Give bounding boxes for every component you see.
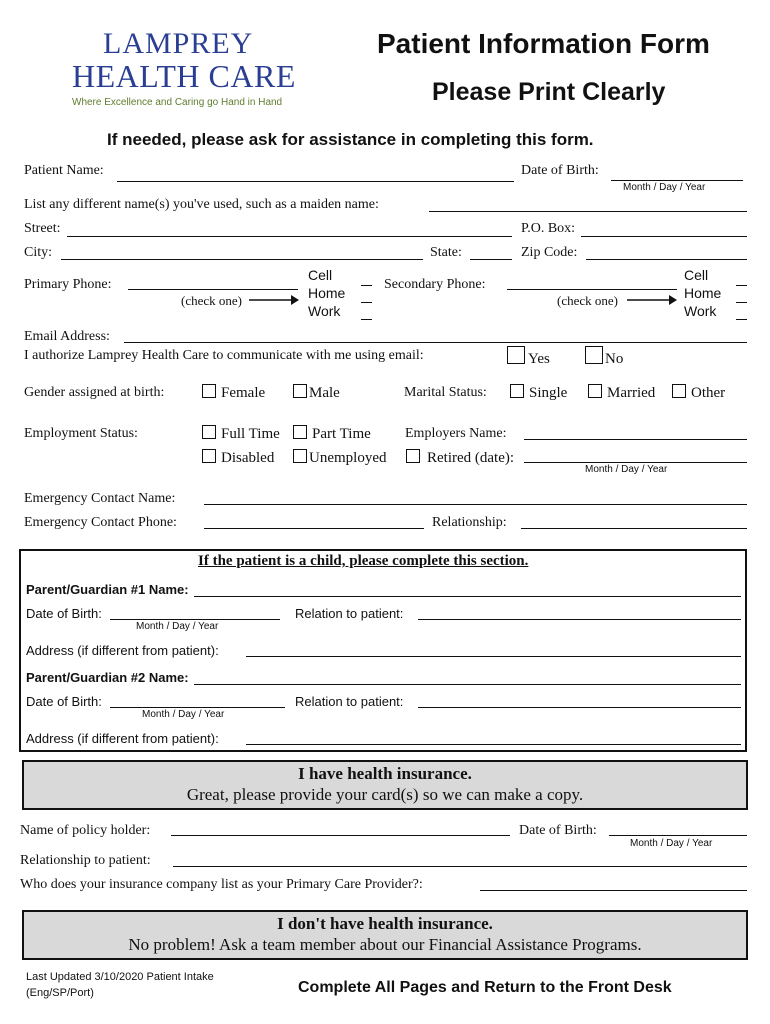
secondary-cell-check[interactable] <box>736 285 747 286</box>
employment-unemployed-label: Unemployed <box>309 450 387 466</box>
employment-parttime-label: Part Time <box>312 426 371 442</box>
street-field[interactable] <box>67 236 512 237</box>
insurance-banner-title: I have health insurance. <box>298 764 472 783</box>
marital-married-checkbox[interactable] <box>588 384 655 402</box>
employment-disabled-checkbox[interactable] <box>202 449 274 467</box>
email-no-checkbox[interactable] <box>585 346 623 368</box>
emergency-name-label: Emergency Contact Name: <box>24 491 176 506</box>
guardian1-address-label: Address (if different from patient): <box>26 643 219 658</box>
state-field[interactable] <box>470 259 512 260</box>
primary-home-check[interactable] <box>361 302 372 303</box>
gender-male-label: Male <box>309 385 340 401</box>
pobox-label: P.O. Box: <box>521 221 576 236</box>
guardian1-dob-field[interactable] <box>110 619 280 620</box>
insurance-dob-hint: Month / Day / Year <box>630 838 713 849</box>
no-insurance-title: I don't have health insurance. <box>277 914 493 933</box>
gender-male-checkbox[interactable] <box>293 384 340 402</box>
secondary-check-one: (check one) <box>557 293 618 308</box>
email-auth-text: I authorize Lamprey Health Care to communicate with me using email: <box>24 348 424 363</box>
no-insurance-subtitle: No problem! Ask a team member about our Financial Assistance Programs. <box>128 935 642 954</box>
insurance-dob-label: Date of Birth: <box>519 823 597 838</box>
secondary-phone-field[interactable] <box>507 289 677 290</box>
dob-hint: Month / Day / Year <box>623 182 706 193</box>
retired-hint: Month / Day / Year <box>585 464 668 475</box>
primary-type-cell: Cell <box>308 267 333 283</box>
child-section-title: If the patient is a child, please complete this section. <box>198 553 529 569</box>
relationship-field[interactable] <box>521 528 747 529</box>
employment-parttime-checkbox[interactable] <box>293 425 371 443</box>
primary-type-work: Work <box>308 303 341 319</box>
primary-cell-check[interactable] <box>361 285 372 286</box>
insurance-relationship-label: Relationship to patient: <box>20 853 151 868</box>
guardian2-dob-hint: Month / Day / Year <box>142 709 225 720</box>
primary-phone-label: Primary Phone: <box>24 277 112 292</box>
employment-retired-checkbox[interactable] <box>406 449 514 467</box>
guardian2-dob-field[interactable] <box>110 707 285 708</box>
dob-label: Date of Birth: <box>521 163 599 178</box>
emergency-phone-label: Emergency Contact Phone: <box>24 515 177 530</box>
footer-instruction: Complete All Pages and Return to the Front Desk <box>298 979 672 996</box>
marital-single-checkbox[interactable] <box>510 384 567 402</box>
marital-married-label: Married <box>607 385 656 401</box>
guardian1-name-field[interactable] <box>194 596 741 597</box>
primary-phone-field[interactable] <box>128 289 298 290</box>
guardian1-name-label: Parent/Guardian #1 Name: <box>26 582 189 597</box>
email-label: Email Address: <box>24 329 110 344</box>
secondary-type-work: Work <box>684 303 717 319</box>
assist-note: If needed, please ask for assistance in completing this form. <box>107 130 594 149</box>
insurance-banner-subtitle: Great, please provide your card(s) so we can make a copy. <box>186 785 584 804</box>
pcp-label: Who does your insurance company list as your Primary Care Provider?: <box>20 877 423 892</box>
gender-female-label: Female <box>221 385 266 401</box>
email-yes-label: Yes <box>528 351 550 367</box>
guardian2-address-label: Address (if different from patient): <box>26 731 219 746</box>
guardian2-name-label: Parent/Guardian #2 Name: <box>26 670 189 685</box>
email-field[interactable] <box>124 342 747 343</box>
gender-label: Gender assigned at birth: <box>24 385 165 400</box>
zip-field[interactable] <box>586 259 747 260</box>
primary-check-one: (check one) <box>181 293 242 308</box>
employer-label: Employers Name: <box>405 426 507 441</box>
city-label: City: <box>24 245 53 260</box>
guardian1-relation-field[interactable] <box>418 619 741 620</box>
guardian1-dob-hint: Month / Day / Year <box>136 621 219 632</box>
last-updated-line1: Last Updated 3/10/2020 Patient Intake <box>26 971 214 983</box>
employment-retired-label: Retired (date): <box>427 450 515 466</box>
logo-line2: HEALTH CARE <box>72 58 296 94</box>
last-updated-line2: (Eng/SP/Port) <box>26 987 94 999</box>
guardian2-dob-label: Date of Birth: <box>26 694 102 709</box>
logo-tagline: Where Excellence and Caring go Hand in Hand <box>72 97 283 108</box>
guardian1-relation-label: Relation to patient: <box>295 606 404 621</box>
guardian2-relation-label: Relation to patient: <box>295 694 404 709</box>
patient-name-label: Patient Name: <box>24 163 104 178</box>
state-label: State: <box>430 245 462 260</box>
primary-type-home: Home <box>308 285 346 301</box>
policy-holder-field[interactable] <box>171 835 510 836</box>
arrow-right-icon <box>627 294 677 306</box>
zip-label: Zip Code: <box>521 245 578 260</box>
employment-unemployed-checkbox[interactable] <box>293 449 386 467</box>
other-names-field[interactable] <box>429 211 747 212</box>
emergency-phone-field[interactable] <box>204 528 424 529</box>
policy-holder-label: Name of policy holder: <box>20 823 151 838</box>
guardian2-name-field[interactable] <box>194 684 741 685</box>
pobox-field[interactable] <box>581 236 747 237</box>
marital-single-label: Single <box>529 385 568 401</box>
secondary-phone-label: Secondary Phone: <box>384 277 486 292</box>
insurance-relationship-field[interactable] <box>173 866 747 867</box>
emergency-name-field[interactable] <box>204 504 747 505</box>
secondary-type-cell: Cell <box>684 267 709 283</box>
arrow-right-icon <box>249 294 299 306</box>
secondary-home-check[interactable] <box>736 302 747 303</box>
secondary-work-check[interactable] <box>736 319 747 320</box>
employment-label: Employment Status: <box>24 426 138 441</box>
patient-name-field[interactable] <box>117 181 514 182</box>
secondary-type-home: Home <box>684 285 722 301</box>
email-yes-checkbox[interactable] <box>507 346 550 368</box>
guardian2-relation-field[interactable] <box>418 707 741 708</box>
gender-female-checkbox[interactable] <box>202 384 265 402</box>
logo-line1: LAMPREY <box>103 27 254 60</box>
page-title: Patient Information Form <box>377 28 710 59</box>
email-no-label: No <box>605 351 624 367</box>
marital-label: Marital Status: <box>404 385 487 400</box>
employment-fulltime-checkbox[interactable] <box>202 425 280 443</box>
page-subtitle: Please Print Clearly <box>432 78 666 106</box>
retired-date-field[interactable] <box>524 462 747 463</box>
guardian2-address-field[interactable] <box>246 744 741 745</box>
marital-other-label: Other <box>691 385 726 401</box>
employer-field[interactable] <box>524 439 747 440</box>
city-field[interactable] <box>61 259 423 260</box>
employment-disabled-label: Disabled <box>221 450 275 466</box>
relationship-label: Relationship: <box>432 515 507 530</box>
primary-work-check[interactable] <box>361 319 372 320</box>
other-names-label: List any different name(s) you've used, such as a maiden name: <box>24 197 379 212</box>
insurance-dob-field[interactable] <box>609 835 747 836</box>
dob-field[interactable] <box>611 180 743 181</box>
marital-other-checkbox[interactable] <box>672 384 725 402</box>
street-label: Street: <box>24 221 61 236</box>
employment-fulltime-label: Full Time <box>221 426 280 442</box>
guardian1-address-field[interactable] <box>246 656 741 657</box>
pcp-field[interactable] <box>480 890 747 891</box>
guardian1-dob-label: Date of Birth: <box>26 606 102 621</box>
